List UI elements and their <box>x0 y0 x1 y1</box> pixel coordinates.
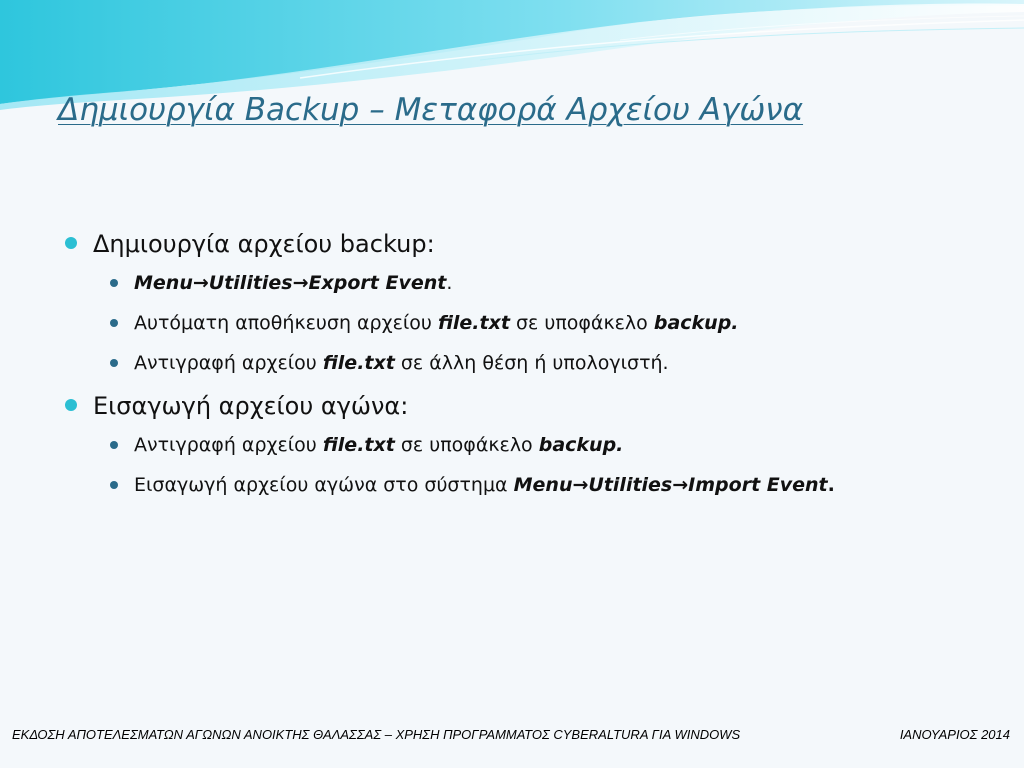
file-name: file.txt <box>322 434 395 456</box>
menu-path-utilities: Utilities <box>588 474 673 496</box>
list-item <box>64 308 964 338</box>
bullet-dot-icon <box>65 399 77 411</box>
item-text: σε υποφάκελο <box>394 434 539 456</box>
bullet-dot-icon <box>110 319 118 327</box>
arrow-right-icon: → <box>572 474 589 496</box>
menu-path-utilities: Utilities <box>208 272 293 294</box>
item-text: Αυτόματη αποθήκευση αρχείου <box>134 312 438 334</box>
folder-name: backup. <box>653 312 739 334</box>
folder-name: backup. <box>538 434 624 456</box>
menu-path-menu: Menu <box>134 272 193 294</box>
menu-path-import-event: Import Event <box>688 474 828 496</box>
section-import <box>64 388 964 424</box>
menu-path-export-event: Export Event <box>308 272 447 294</box>
arrow-right-icon: → <box>672 474 689 496</box>
list-item <box>64 470 914 500</box>
item-text: Αντιγραφή αρχείου <box>134 352 323 374</box>
arrow-right-icon: → <box>292 272 309 294</box>
list-item <box>64 348 964 378</box>
item-text: σε υποφάκελο <box>509 312 654 334</box>
item-text: Εισαγωγή αρχείου αγώνα στο σύστημα <box>134 474 514 496</box>
arrow-right-icon: → <box>192 272 209 294</box>
footer-date: ΙΑΝΟΥΑΡΙΟΣ 2014 <box>899 727 1010 742</box>
bullet-dot-icon <box>110 359 118 367</box>
bullet-dot-icon <box>110 279 118 287</box>
heading-colon: : <box>400 392 409 420</box>
slide-footer <box>0 727 1024 747</box>
section-heading: Δημιουργία αρχείου backup <box>93 230 427 258</box>
list-item <box>64 268 964 298</box>
file-name: file.txt <box>322 352 395 374</box>
item-text: σε άλλη θέση ή υπολογιστή. <box>394 352 669 374</box>
item-tail: . <box>827 474 835 496</box>
item-tail: . <box>446 272 453 294</box>
bullet-dot-icon <box>110 441 118 449</box>
item-text: Αντιγραφή αρχείου <box>134 434 323 456</box>
heading-colon: : <box>426 230 435 258</box>
bullet-list <box>64 226 964 510</box>
section-backup <box>64 226 964 262</box>
bullet-dot-icon <box>110 481 118 489</box>
slide-title: Δημιουργία Backup – Μεταφορά Αρχείου Αγώνα <box>58 92 804 128</box>
bullet-dot-icon <box>65 237 77 249</box>
section-heading: Εισαγωγή αρχείου αγώνα <box>93 392 401 420</box>
menu-path-menu: Menu <box>513 474 573 496</box>
file-name: file.txt <box>437 312 510 334</box>
footer-title: ΕΚΔΟΣΗ ΑΠΟΤΕΛΕΣΜΑΤΩΝ ΑΓΩΝΩΝ ΑΝΟΙΚΤΗΣ ΘΑΛΑΣΣΑΣ – ΧΡΗΣΗ ΠΡΟΓΡΑΜΜΑΤΟΣ CYBERALTURA ΓΙΑ WINDOWS <box>12 727 741 742</box>
list-item <box>64 430 964 460</box>
